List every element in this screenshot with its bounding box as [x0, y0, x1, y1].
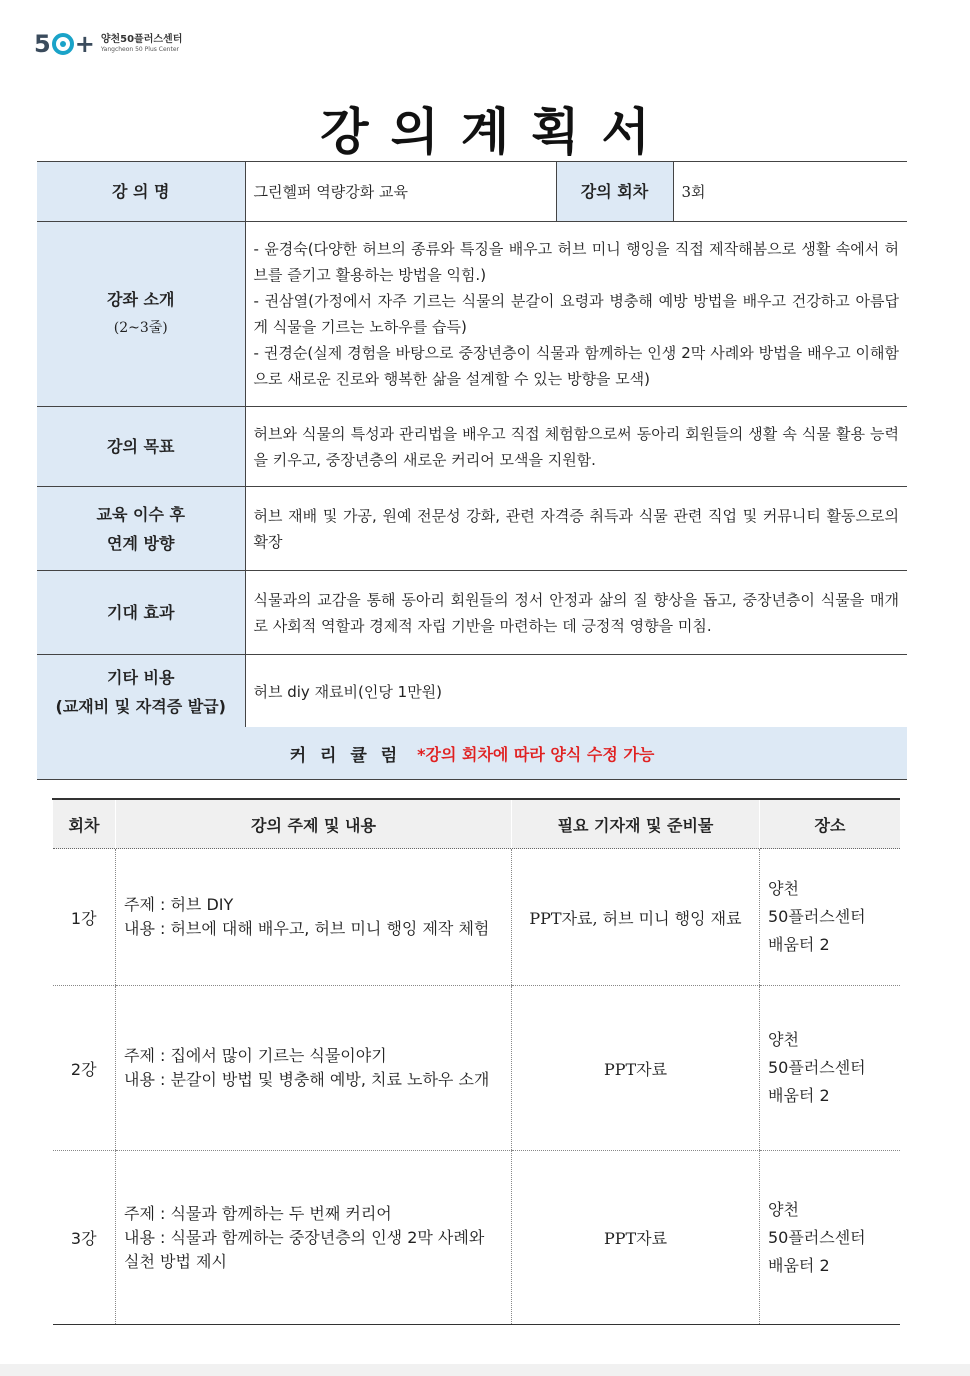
center-logo — [34, 28, 182, 60]
table-row — [53, 986, 901, 1151]
cost-label-2: (교재비 및 자격증 발급) — [55, 696, 226, 716]
cost-label-1: 기타 비용 — [107, 667, 175, 687]
place-line: 배움터 2 — [768, 1255, 830, 1275]
page-title: 강의계획서 — [320, 103, 672, 161]
content-line: 내용 : 식물과 함께하는 중장년층의 인생 2막 사례와 — [124, 1227, 485, 1247]
content-line: 실천 방법 제시 — [124, 1251, 227, 1271]
table-row — [53, 1151, 901, 1325]
link-label-2: 연계 방향 — [107, 533, 175, 553]
course-info-table — [37, 161, 907, 729]
goal-value: 허브와 식물의 특성과 관리법을 배우고 직접 체험함으로써 동아리 회원들의 생활 속 식물 활용 능력을 키우고, 중장년층의 새로운 커리어 모색을 지원함. — [245, 407, 907, 487]
sessions-value: 3회 — [673, 162, 907, 222]
logo-plus: + — [74, 30, 95, 58]
cost-row — [37, 655, 907, 729]
place-line: 50플러스센터 — [768, 1058, 866, 1077]
place-line: 50플러스센터 — [768, 1227, 866, 1247]
session-content — [116, 1151, 512, 1325]
cost-value: 허브 diy 재료비(인당 1만원) — [245, 655, 907, 729]
intro-row — [37, 222, 907, 407]
effect-label: 기대 효과 — [37, 571, 245, 655]
link-value: 허브 재배 및 가공, 원예 전문성 강화, 관련 자격증 취득과 식물 관련 직업 및 커뮤니티 활동으로의 확장 — [245, 487, 907, 571]
intro-sublabel: (2~3줄) — [113, 320, 168, 336]
intro-label: 강좌 소개 — [107, 290, 175, 309]
place-line: 양천 — [768, 1030, 799, 1049]
link-label-1: 교육 이수 후 — [96, 504, 185, 524]
session-content — [116, 986, 512, 1151]
place-line: 양천 — [768, 1199, 799, 1219]
effect-value: 식물과의 교감을 통해 동아리 회원들의 정서 안정과 삶의 질 향상을 돕고, 중장년층이 식물을 매개로 사회적 역할과 경제적 자립 기반을 마련하는 데 긍정적 영향을 미침. — [245, 571, 907, 655]
link-row — [37, 487, 907, 571]
logo-mark — [34, 30, 95, 58]
sessions-label: 강의 회차 — [556, 162, 673, 222]
content-line: 주제 : 허브 DIY — [124, 895, 234, 914]
header-topic: 강의 주제 및 내용 — [116, 799, 512, 849]
curriculum-banner — [37, 727, 907, 780]
course-name-label: 강 의 명 — [37, 162, 245, 222]
content-line: 주제 : 식물과 함께하는 두 번째 커리어 — [124, 1203, 392, 1223]
session-place — [760, 849, 901, 986]
session-content — [116, 849, 512, 986]
logo-number: 5 — [34, 30, 51, 58]
header-place: 장소 — [760, 799, 901, 849]
header-materials: 필요 기자재 및 준비물 — [512, 799, 760, 849]
place-line: 50플러스센터 — [768, 907, 866, 926]
logo-english-text: Yangcheon 50 Plus Center — [100, 46, 179, 53]
table-row — [53, 849, 901, 986]
content-line: 주제 : 집에서 많이 기르는 식물이야기 — [124, 1046, 387, 1065]
link-label-cell — [37, 487, 245, 571]
session-number: 1강 — [53, 849, 116, 986]
intro-value — [245, 222, 907, 407]
place-line: 배움터 2 — [768, 1086, 830, 1105]
intro-line: - 윤경숙(다양한 허브의 종류와 특징을 배우고 허브 미니 행잉을 직접 제작해봄으로 생활 속에서 허브를 즐기고 활용하는 방법을 익힘.) — [253, 240, 899, 284]
logo-korean-text: 양천50플러스센터 — [100, 34, 183, 45]
intro-line: - 권경순(실제 경험을 바탕으로 중장년층이 식물과 함께하는 인생 2막 사례와 방법을 배우고 이해함으로 새로운 진로와 행복한 삶을 설계할 수 있는 방향을 모색) — [253, 344, 899, 388]
curriculum-note: *강의 회차에 따라 양식 수정 가능 — [417, 744, 655, 764]
course-name-row — [37, 162, 907, 222]
session-materials: PPT자료 — [512, 986, 760, 1151]
goal-label: 강의 목표 — [37, 407, 245, 487]
content-line: 내용 : 분갈이 방법 및 병충해 예방, 치료 노하우 소개 — [124, 1070, 490, 1089]
curriculum-table — [52, 798, 900, 1325]
cost-label-cell — [37, 655, 245, 729]
curriculum-title: 커 리 큘 럼 — [289, 745, 402, 766]
intro-line: - 권삼열(가정에서 자주 기르는 식물의 분갈이 요령과 병충해 예방 방법을 배우고 건강하고 아름답게 식물을 기르는 노하우를 습득) — [253, 292, 899, 336]
place-line: 배움터 2 — [768, 935, 830, 954]
curriculum-header-row — [53, 799, 901, 849]
session-number: 2강 — [53, 986, 116, 1151]
place-line: 양천 — [768, 879, 799, 898]
session-materials: PPT자료 — [512, 1151, 760, 1325]
course-name-value: 그린헬퍼 역량강화 교육 — [245, 162, 556, 222]
session-place — [760, 986, 901, 1151]
header-session: 회차 — [53, 799, 116, 849]
session-number: 3강 — [53, 1151, 116, 1325]
effect-row — [37, 571, 907, 655]
session-materials: PPT자료, 허브 미니 행잉 재료 — [512, 849, 760, 986]
logo-ring-icon — [52, 33, 74, 55]
session-place — [760, 1151, 901, 1325]
intro-label-cell — [37, 222, 245, 407]
goal-row — [37, 407, 907, 487]
content-line: 내용 : 허브에 대해 배우고, 허브 미니 행잉 제작 체험 — [124, 919, 490, 938]
